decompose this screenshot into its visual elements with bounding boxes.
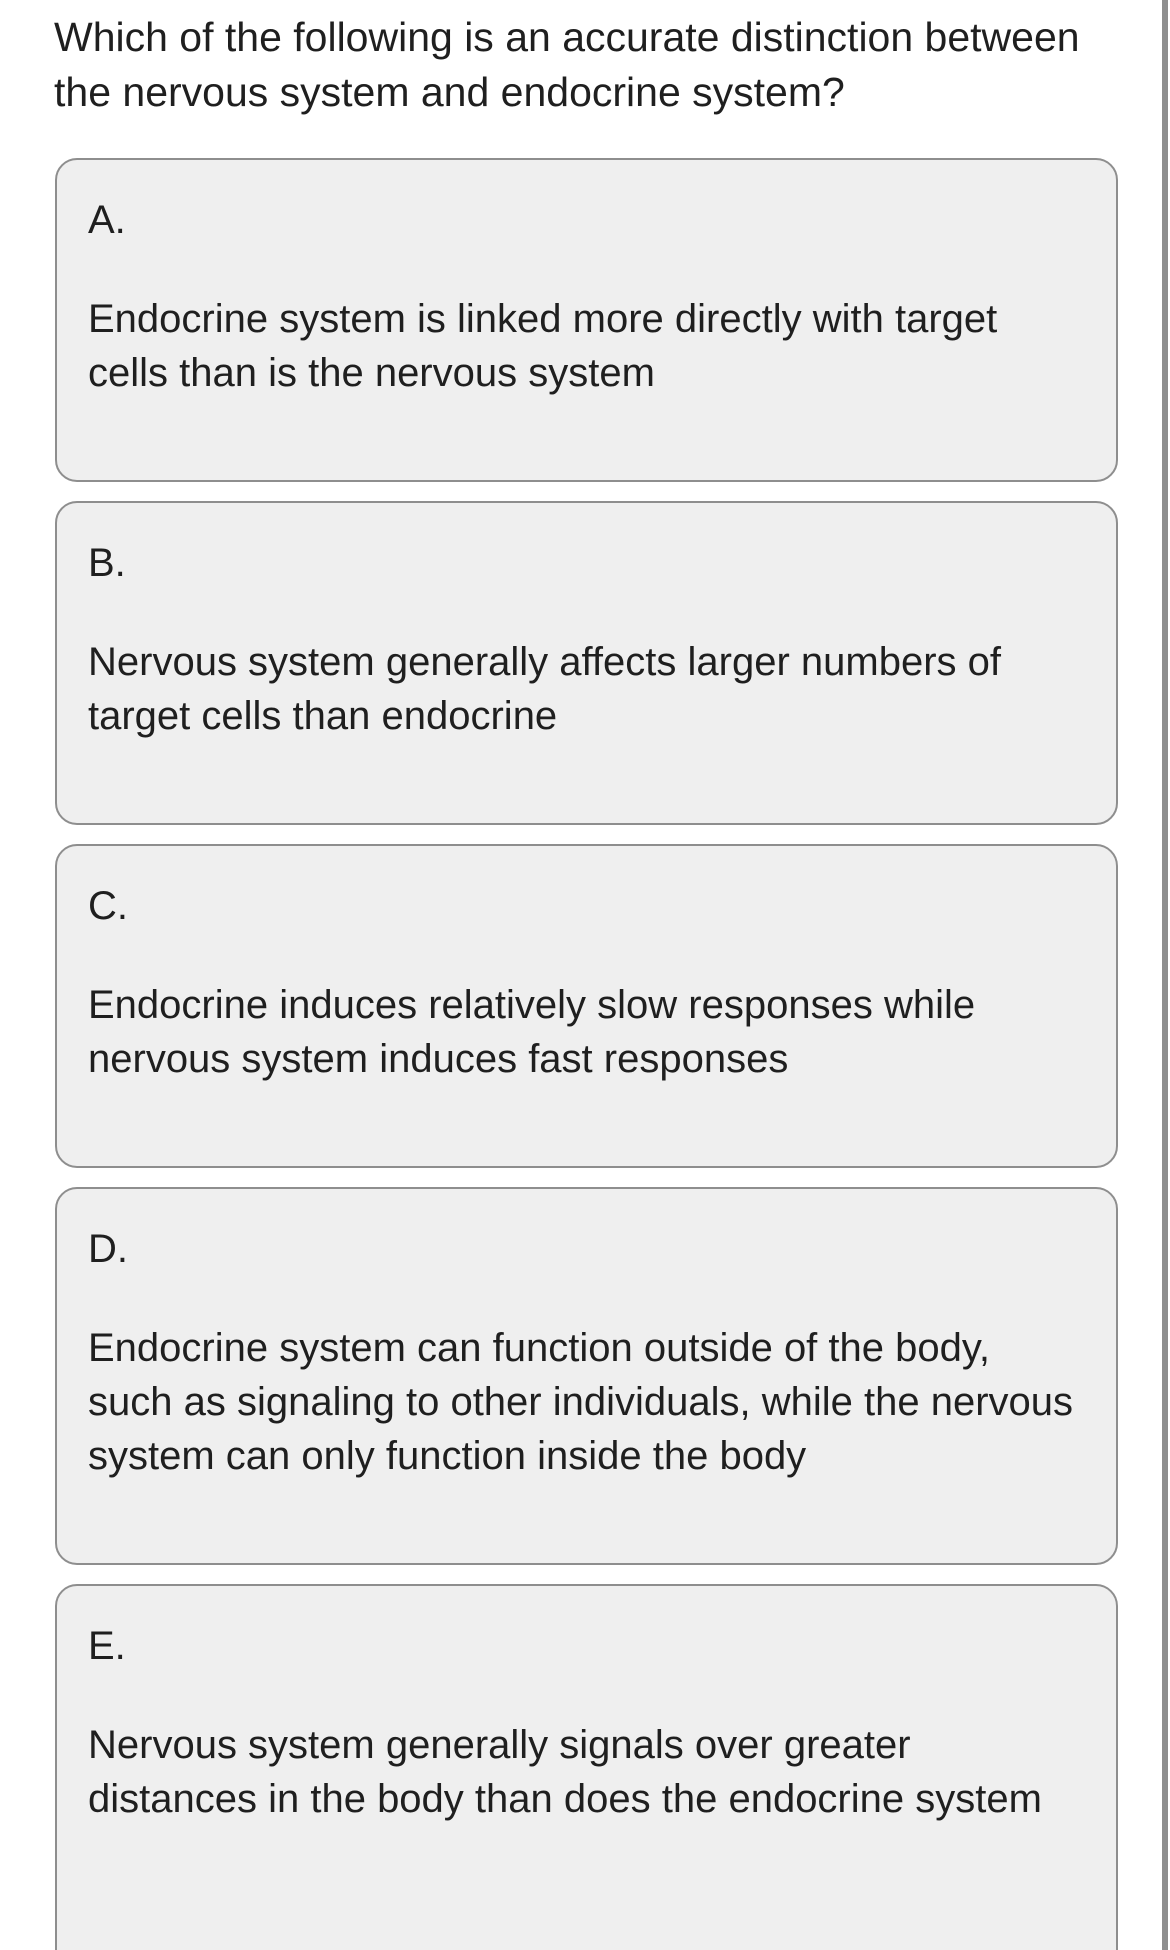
option-letter: C. [88, 884, 128, 928]
answer-option-b[interactable] [55, 501, 1118, 825]
answer-option-e[interactable] [55, 1584, 1118, 1950]
answer-option-a[interactable] [55, 158, 1118, 482]
option-text: Endocrine system is linked more directly with target cells than is the nervous system [88, 297, 998, 395]
question-text: Which of the following is an accurate distinction between the nervous system and endocrine system? [54, 14, 1080, 115]
answer-option-d[interactable] [55, 1187, 1118, 1565]
option-letter: A. [88, 198, 126, 242]
option-letter: E. [88, 1624, 126, 1668]
option-text: Nervous system generally signals over greater distances in the body than does the endocrine system [88, 1723, 1042, 1821]
option-text: Endocrine induces relatively slow responses while nervous system induces fast responses [88, 983, 976, 1081]
answer-option-c[interactable] [55, 844, 1118, 1168]
option-letter: B. [88, 541, 126, 585]
scrollbar-track[interactable] [1158, 0, 1170, 1950]
option-text: Endocrine system can function outside of the body, such as signaling to other individuals, while the nervous system can only function inside the body [88, 1326, 1074, 1478]
option-letter: D. [88, 1227, 128, 1271]
option-text: Nervous system generally affects larger numbers of target cells than endocrine [88, 640, 1001, 738]
scrollbar-thumb[interactable] [1162, 0, 1168, 1950]
